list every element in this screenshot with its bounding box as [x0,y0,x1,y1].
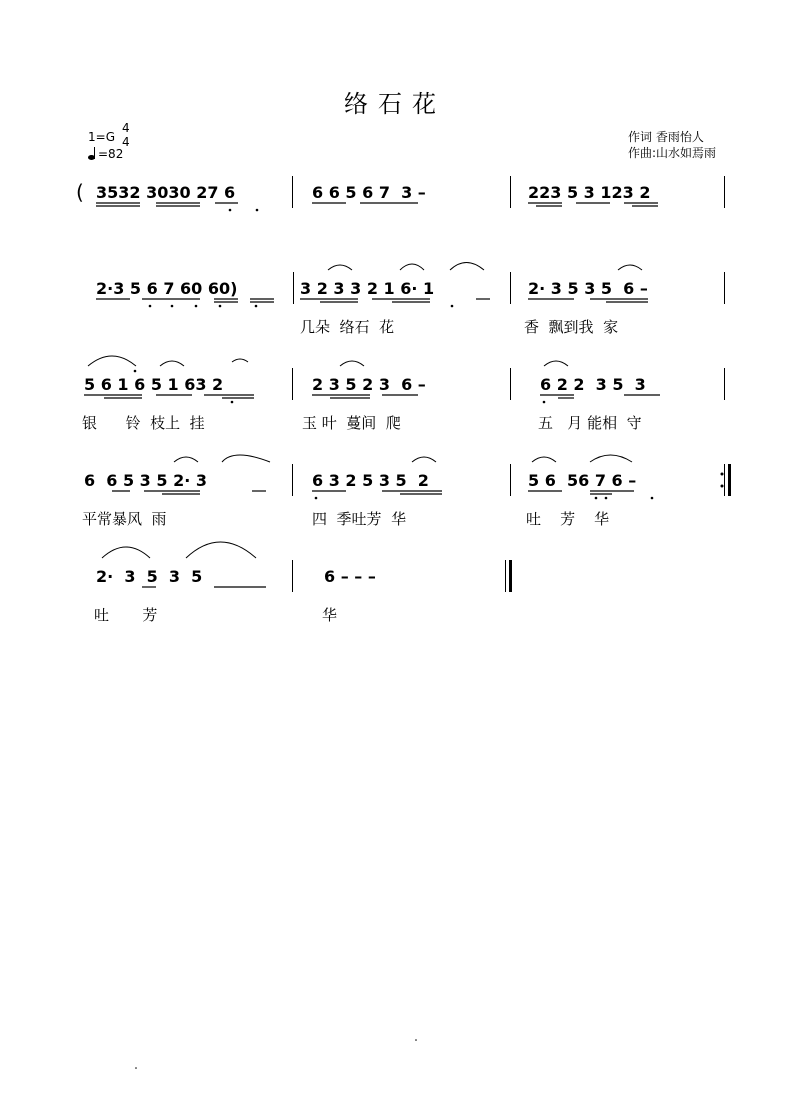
repeat-end-thick-barline [728,464,731,496]
lyrics-l3-m1: 银 铃 枝上 挂 [82,414,205,432]
slur [532,457,556,462]
final-barline [505,560,506,592]
notes-l3-m3: 6 2 2 3 5 3 [540,375,646,394]
lyrics-l2-m3: 香 飘到我 家 [524,318,619,336]
slur [340,361,364,366]
quarter-note-icon [88,155,95,160]
slur [174,457,198,462]
lyrics-l2-m2: 几朵 络石 花 [300,318,395,336]
lyrics-l4-m2: 四 季吐芳 华 [312,510,407,528]
slur [186,542,256,558]
lyrics-l5-m1: 吐 芳 [94,606,158,624]
slur [618,265,642,270]
barline [510,176,511,208]
notes-l1-m3: 223 5 3 123 2 [528,183,651,202]
notes-l5-m1: 2· 3 5 3 5 [96,567,203,586]
barline [510,272,511,304]
notes-l3-m1: 5 6 1 6 5 1 63 2 [84,375,224,394]
time-signature [122,121,130,149]
notes-l4-m2: 6 3 2 5 3 5 2 [312,471,429,490]
slur [590,455,632,462]
notes-l2-m3: 2· 3 5 3 5 6 – [528,279,648,298]
slur [102,547,150,558]
barline [292,464,293,496]
slur [544,361,568,366]
slur [450,263,484,271]
notes-l3-m2: 2 3 5 2 3 6 – [312,375,426,394]
key-signature: 1=G [88,130,115,144]
barline [510,464,511,496]
lyrics-l4-m3: 吐 芳 华 [526,510,610,528]
barline [724,368,725,400]
tempo-value: =82 [98,147,124,161]
slur [400,264,424,270]
open-paren: ( [76,180,84,204]
tempo-marking [88,147,123,161]
notes-l4-m3: 5 6 56 7 6 – [528,471,637,490]
notes-l1-m1: 3532 3030 27 6 [96,183,236,202]
composer-credit: 作曲:山水如焉雨 [628,146,717,160]
slur [222,455,270,462]
slur [232,359,248,362]
notes-l1-m2: 6 6 5 6 7 3 – [312,183,426,202]
time-sig-bottom: 4 [122,135,130,149]
slur [412,457,436,462]
notes-l4-m1: 6 6 5 3 5 2· 3 [84,471,207,490]
repeat-end-barline [724,464,725,496]
time-sig-top: 4 [122,121,130,135]
notes-l2-m2: 3 2 3 3 2 1 6· 1 [300,279,435,298]
lyrics-l3-m2: 玉 叶 蔓间 爬 [302,414,401,432]
song-title: 络石花 [344,90,446,118]
lyrics-l5-m2: 华 [322,606,338,624]
barline [293,272,294,304]
barline [510,368,511,400]
slur [328,265,352,270]
slur [88,356,136,366]
notes-l5-m2: 6 – – – [324,567,376,586]
barline [292,560,293,592]
barline [724,272,725,304]
final-thick-barline [509,560,512,592]
slur [160,361,184,366]
notes-l2-m1: 2·3 5 6 7 60 60) [96,279,238,298]
barline [724,176,725,208]
barline [292,176,293,208]
barline [292,368,293,400]
lyricist-credit: 作词 香雨怡人 [628,130,704,144]
lyrics-l3-m3: 五 月 能相 守 [538,414,642,432]
lyrics-l4-m1: 平常暴风 雨 [82,510,167,528]
